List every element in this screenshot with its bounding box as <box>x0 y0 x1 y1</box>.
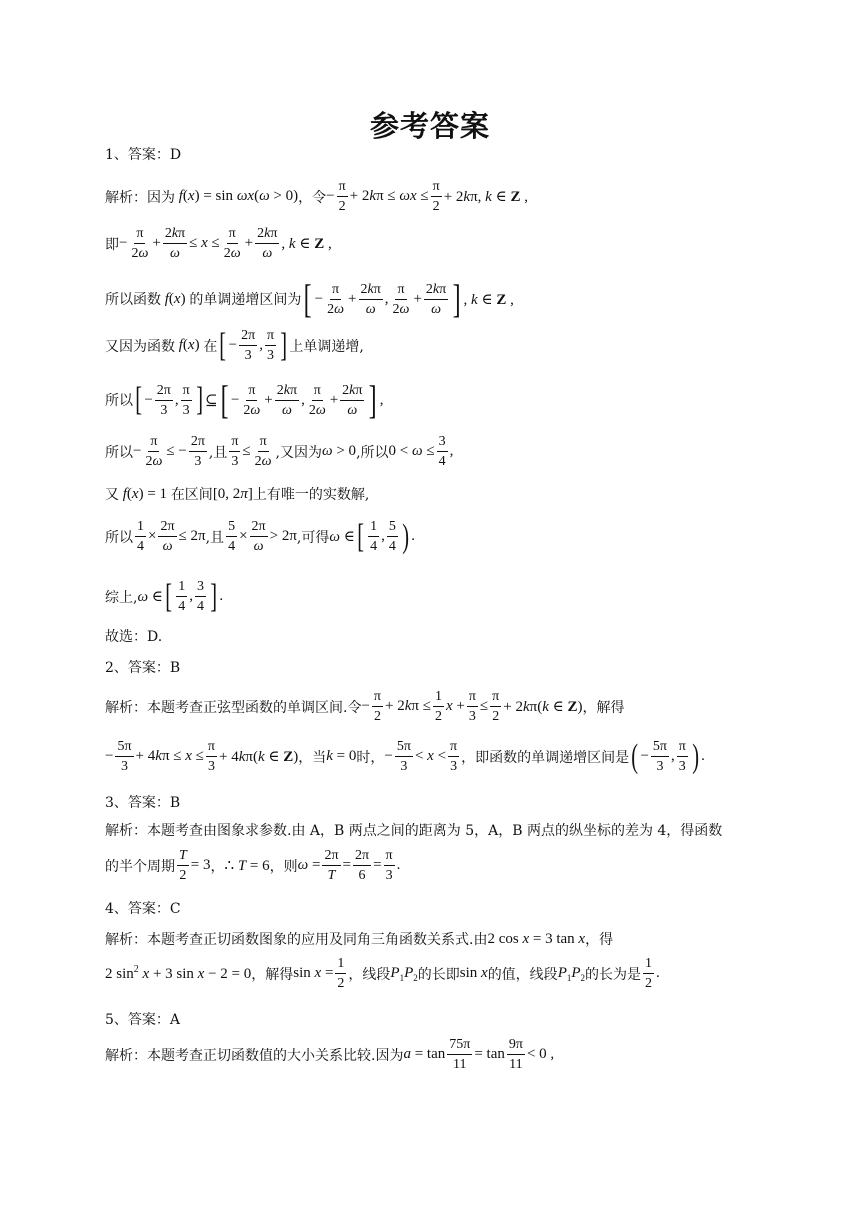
q4-line-1: 解析：本题考查正切函数图象的应用及同角三角函数关系式.由 2 cos x = 3 tan x ，得 <box>105 930 614 948</box>
q1-line-6: 所以 − $\frac{\pi}{2\omega}$ ≤ − $\frac{2\pi}{3}$ ,且 $\frac{\pi}{3}$ ≤ $\frac{\pi}{2\omega}$ ,又因为 ω > 0 ,所以 0 < ω ≤ $\frac{3}{4}$ , <box>105 434 454 469</box>
q1-line-2: 即 − $\frac{\pi}{2\omega}$ + $\frac{2k\pi}{\omega}$ ≤ x ≤ $\frac{\pi}{2\omega}$ + $\frac{2k\pi}{\omega}$ , k ∈ Z , <box>105 226 332 261</box>
q2-line-1: 解析：本题考查正弦型函数的单调区间.令 − $\frac{\pi}{2}$ + 2kπ ≤ $\frac{1}{2}$ x + $\frac{\pi}{3}$ ≤ $\frac{\pi}{2}$ + 2kπ(k ∈ Z) ，解得 <box>105 689 625 724</box>
q1-line-8: 所以 $\frac{1}{4}$ × $\frac{2\pi}{\omega}$ ≤ 2π ,且 $\frac{5}{4}$ × $\frac{2\pi}{\omega}$ > 2π ,可得 ω ∈ [ $\frac{1}{4}$ , $\frac{5}{4}$ ) . <box>105 517 415 555</box>
q1-line-9: 综上, ω ∈ [ $\frac{1}{4}$ , $\frac{3}{4}$ ] . <box>105 577 224 615</box>
answer-heading-1: 1、答案：D <box>105 147 182 163</box>
q4-line-2: 2 $\sin^2 x + 3$ sin x − 2 = 0 ，解得 sin x = $\frac{1}{2}$ ，线段 $P_1P_2$ 的长即 sin x 的值，线段 $P_1P_2$ 的长为是 $\frac{1}{2}$ . <box>105 956 660 991</box>
q1-line-3: 所以函数 f(x) 的单调递增区间为 [ − $\frac{\pi}{2\omega}$ + $\frac{2k\pi}{\omega}$ , $\frac{\pi}{2\omega}$ + $\frac{2k\pi}{\omega}$ ] , k ∈ Z , <box>105 276 514 321</box>
answer-heading-3: 3、答案：B <box>105 795 181 811</box>
answer-heading-4: 4、答案：C <box>105 901 181 917</box>
q3-line-1: 解析：本题考查由图象求参数.由 A，B 两点之间的距离为 5，A，B 两点的纵坐标的差为 4，得函数 <box>105 823 723 839</box>
q5-line-1: 解析：本题考查正切函数值的大小关系比较.因为 a = tan $\frac{75\pi}{11}$ = tan $\frac{9\pi}{11}$ < 0 , <box>105 1037 555 1072</box>
answer-heading-5: 5、答案：A <box>105 1012 181 1028</box>
q1-line-10: 故选：D. <box>105 629 163 645</box>
q1-line-5: 所以 [ − $\frac{2\pi}{3}$ , $\frac{\pi}{3}$ ] ⊆ [ − $\frac{\pi}{2\omega}$ + $\frac{2k\pi}{\omega}$ , $\frac{\pi}{2\omega}$ + $\frac{2k\pi}{\omega}$ ] , <box>105 377 384 422</box>
q1-line-4: 又因为函数 f(x) 在 [ − $\frac{2\pi}{3}$ , $\frac{\pi}{3}$ ] 上单调递增, <box>105 326 364 364</box>
q1-line-1: 解析：因为 f(x) = sin ωx(ω > 0) ，令 − $\frac{\pi}{2}$ + 2kπ ≤ ωx ≤ $\frac{\pi}{2}$ + 2kπ, k ∈ Z , <box>105 179 528 214</box>
page-title: 参考答案 <box>369 109 490 143</box>
answer-heading-2: 2、答案：B <box>105 660 181 676</box>
q2-line-2: − $\frac{5\pi}{3}$ + 4kπ ≤ x ≤ $\frac{\pi}{3}$ + 4kπ(k ∈ Z) ，当 k = 0 时， − $\frac{5\pi}{3}$ < x < $\frac{\pi}{3}$ ，即函数的单调递增区间是 ( − $\frac{5\pi}{3}$ , $\frac{\pi}{3}$ ) . <box>105 737 705 775</box>
q1-line-7: 又 f(x) = 1 在区间 [0, 2π] 上有唯一的实数解, <box>105 485 370 503</box>
q3-line-2: 的半个周期 $\frac{T}{2}$ = 3 ， ∴ T = 6 ，则 ω = $\frac{2\pi}{T}$ = $\frac{2\pi}{6}$ = $\frac{\pi}{3}$ . <box>105 848 401 883</box>
